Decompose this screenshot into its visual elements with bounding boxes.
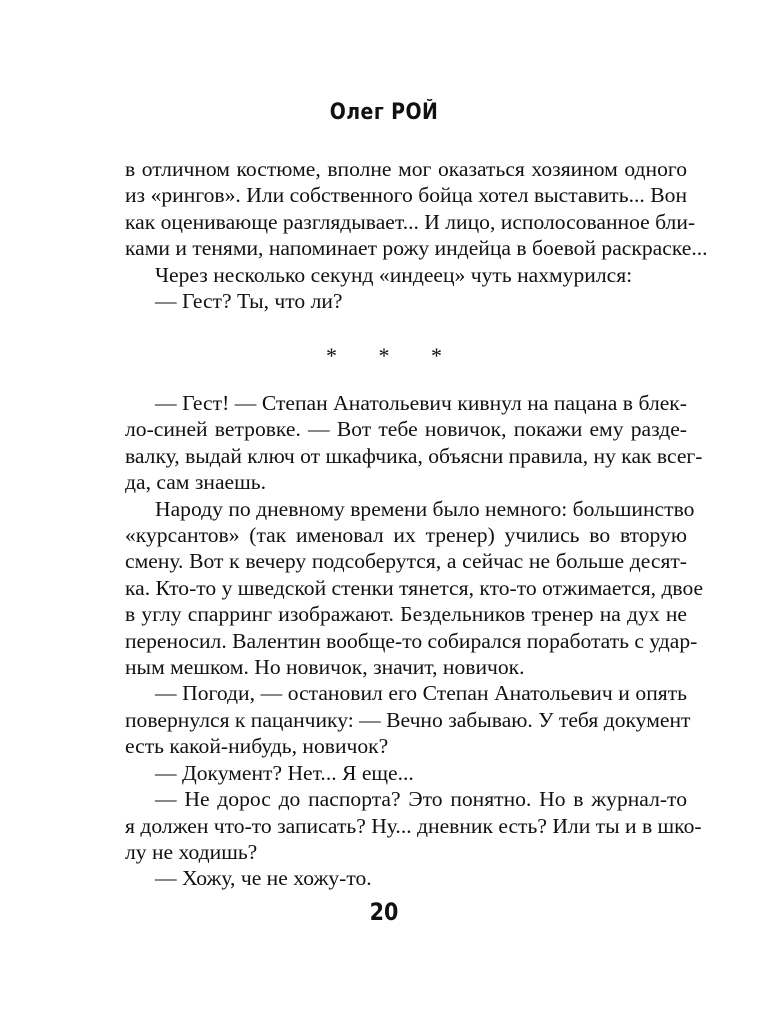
text-line: в углу спарринг изображают. Бездельников тренер на дух не <box>125 602 687 627</box>
text-line: — Гест! — Степан Анатольевич кивнул на пацана в блек- <box>155 391 687 415</box>
text-line: Народу по дневному времени было немного: большинство <box>155 496 695 521</box>
text-line: да, сам знаешь. <box>125 470 266 495</box>
text-line: повернулся к пацанчику: — Вечно забываю. У тебя документ <box>125 707 691 732</box>
text-line: в отличном костюме, вполне мог оказаться хозяином одного <box>125 157 687 181</box>
page-number: 20 <box>369 898 399 926</box>
text-line: — Документ? Нет... Я еще... <box>155 760 414 785</box>
text-block-top <box>125 156 708 314</box>
text-line: — Гест? Ты, что ли? <box>155 289 343 314</box>
text-line: Через несколько секунд «индеец» чуть нахмурился: <box>155 262 633 287</box>
text-line: «курсантов» (так именовал их тренер) учились во вторую <box>125 523 687 548</box>
text-line: из «рингов». Или собственного бойца хотел выставить... Вон <box>125 183 687 208</box>
text-line: смену. Вот к вечеру подсоберутся, а сейчас не больше десят- <box>125 549 687 574</box>
text-line: ло-синей ветровке. — Вот тебе новичок, покажи ему разде- <box>125 417 687 442</box>
text-line: — Не дорос до паспорта? Это понятно. Но в журнал-то <box>155 787 687 812</box>
running-header-author: Олег РОЙ <box>329 100 439 125</box>
text-block-main <box>125 390 704 892</box>
text-line: есть какой-нибудь, новичок? <box>125 734 389 759</box>
text-line: переносил. Валентин вообще-то собирался поработать с удар- <box>125 628 698 653</box>
section-separator: * * * <box>326 343 460 368</box>
text-line: ка. Кто-то у шведской стенки тянется, кто-то отжимается, двое <box>125 575 704 600</box>
text-line: лу не ходишь? <box>125 839 258 864</box>
text-line: — Погоди, — остановил его Степан Анатольевич и опять <box>155 681 687 706</box>
text-line: ным мешком. Но новичок, значит, новичок. <box>125 655 525 680</box>
text-line: валку, выдай ключ от шкафчика, объясни правила, ну как всег- <box>125 443 703 468</box>
text-line: — Хожу, че не хожу-то. <box>155 866 372 891</box>
text-line: как оценивающе разглядывает... И лицо, исполосованное бли- <box>125 209 696 234</box>
text-line: ками и тенями, напоминает рожу индейца в боевой раскраске... <box>125 236 708 261</box>
text-line: я должен что-то записать? Ну... дневник есть? Или ты и в шко- <box>125 813 702 838</box>
